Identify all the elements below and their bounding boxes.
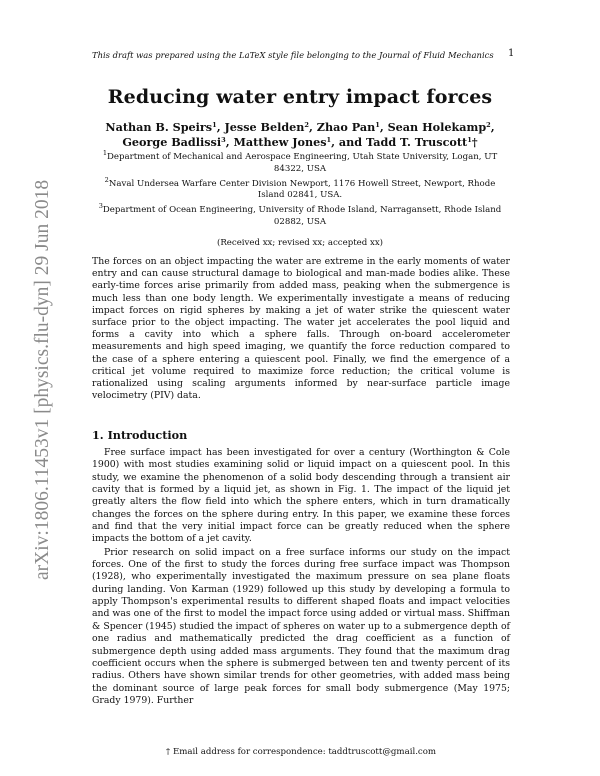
corresponding-dagger: † [471,135,478,149]
affiliation-marker: 1 [467,136,472,144]
affiliation [90,149,510,175]
author-name: Nathan B. Speirs [105,120,213,134]
paper-title: Reducing water entry impact forces [107,86,493,108]
page-number: 1 [508,48,515,59]
affiliation-list [90,149,510,232]
author-name: George Badlissi [122,135,222,149]
abstract: The forces on an object impacting the water are extreme in the early moments of water entry and can cause structural damage to biological and man-made bodies alike. These early-time forces arise primarily from added mass, peaking when the submergence is much less than one body length. We experimentally investigate a means of reducing impact forces on rigid spheres by making a jet of water strike the quiescent water surface prior to the object impacting. The water jet accelerates the pool liquid and forms a cavity into which a sphere falls. Through on-board accelerometer measurements and high speed imaging, we quantify the force reduction compared to the case of a sphere entering a quiescent pool. Finally, we find the emergence of a critical jet volume required to maximize force reduction; the critical volume is rationalized using scaling arguments informed by near-surface particle image velocimetry (PIV) data. [92,256,510,402]
author-name: , Sean Holekamp [379,120,487,134]
affiliation-marker: 1 [212,121,217,129]
affiliation [90,175,510,202]
arxiv-stamp [26,180,60,600]
affiliation-marker: 3 [221,136,226,144]
arxiv-id-text: arXiv:1806.11453v1 [physics.flu-dyn] 29 Jun 2018 [32,180,53,580]
affiliation-number: 1 [102,149,108,157]
author-separator: , [490,120,495,134]
author-name: , and Tadd T. Truscott [331,135,468,149]
footnote: † Email address for correspondence: taddtruscott@gmail.com [165,747,437,757]
affiliation-marker: 1 [326,136,332,144]
affiliation-marker: 2 [486,121,491,129]
received-line: (Received xx; revised xx; accepted xx) [216,238,384,248]
author-name: , Matthew Jones [225,135,327,149]
affiliation-marker: 1 [375,121,380,129]
arxiv-sidebar [26,180,60,600]
author-name: , Jesse Belden [216,120,305,134]
paragraph: Free surface impact has been investigated for over a century (Worthington & Cole 1900) with most studies examining solid or liquid impact on a quiescent pool. In this study, we examine the phenomenon of a solid body descending through a transient air cavity that is formed by a liquid jet, as shown in Fig. 1. The impact of the liquid jet greatly alters the flow field into which the sphere enters, which in turn dramatically changes the forces on the sphere during entry. In this paper, we examine these forces and find that the very initial impact force can be greatly reduced when the sphere impacts the bottom of a jet cavity. [92,447,510,545]
body-text [92,447,510,708]
affiliation-number: 2 [104,175,109,184]
affiliation-text: Department of Mechanical and Aerospace Engineering, Utah State University, Logan, UT 84322, USA [107,152,498,174]
author-name: , Zhao Pan [309,120,376,134]
paragraph: Prior research on solid impact on a free surface informs our study on the impact forces. One of the first to study the forces during free surface impact was Thompson (1928), who experimentally investigated the maximum pressure on sea plane floats during landing. Von Karman (1929) followed up this study by developing a formula to apply Thompson's experimental results to different shaped floats and impact velocities and was one of the first to model the impact force using added or virtual mass. Shiffman & Spencer (1945) studied the impact of spheres on water up to a submergence depth of one radius and mathematically predicted the drag coefficient as a function of submergence depth using added mass arguments. They found that the maximum drag coefficient occurs when the sphere is submerged between ten and twenty percent of its radius. Others have shown similar trends for other geometries, with added mass being the dominant source of large peak forces for small body submergence (May 1975; Grady 1979). Further [92,546,511,706]
author-list [80,120,520,150]
affiliation [90,202,510,228]
affiliation-marker: 2 [304,121,310,129]
affiliation-number: 3 [98,202,103,210]
running-head: This draft was prepared using the LaTeX style file belonging to the Journal of Fluid Mechanics [92,50,494,60]
affiliation-text: Naval Undersea Warfare Center Division Newport, 1176 Howell Street, Newport, Rhode Island 02841, USA. [108,178,496,200]
section-heading: 1. Introduction [92,428,188,442]
affiliation-text: Department of Ocean Engineering, University of Rhode Island, Narragansett, Rhode Island 02882, USA [102,205,502,227]
